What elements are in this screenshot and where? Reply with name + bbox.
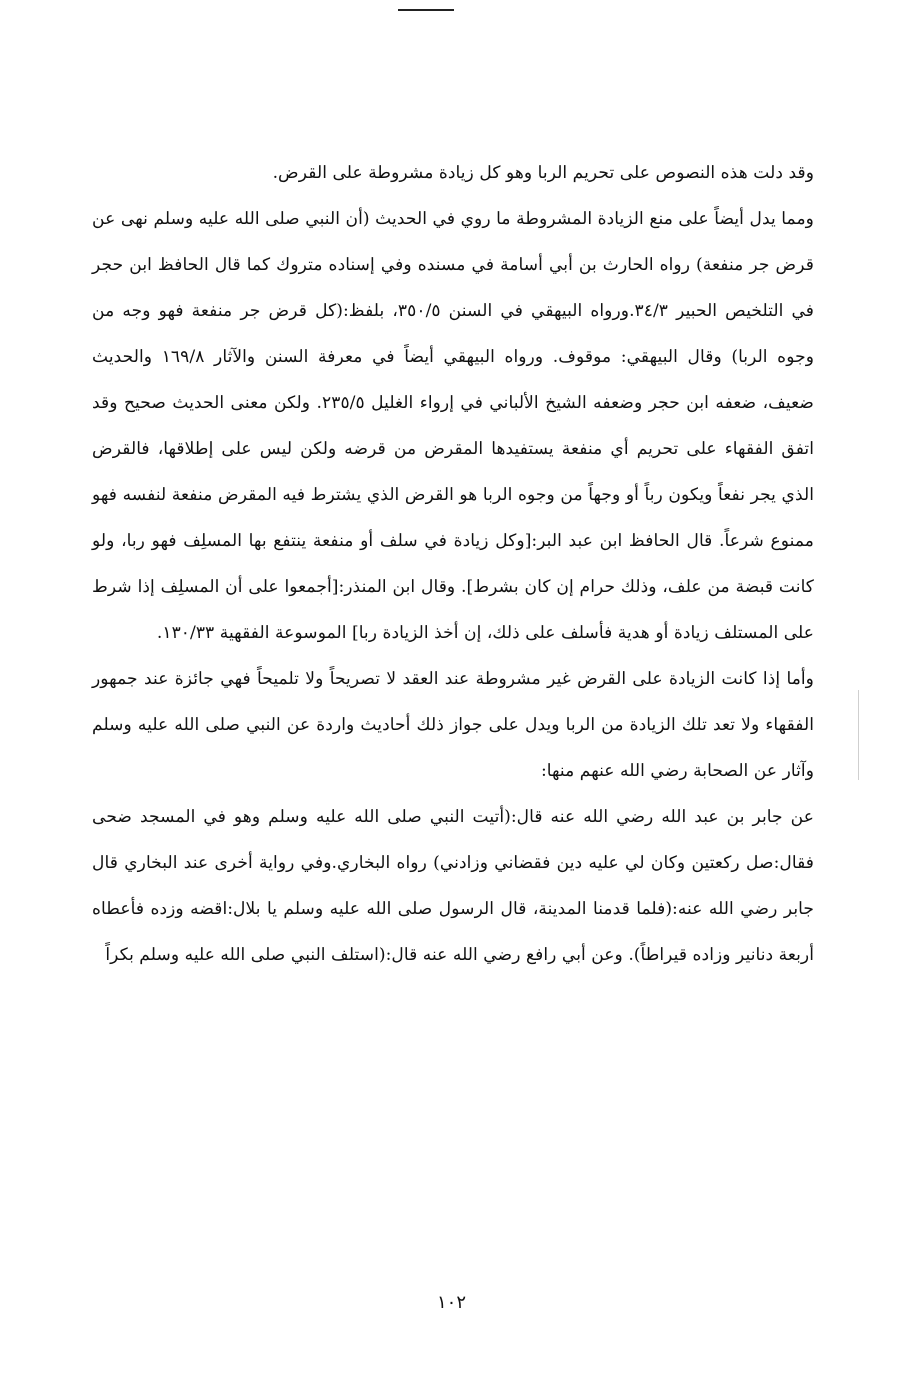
page-number: ١٠٢: [436, 1292, 466, 1313]
top-rule: [398, 9, 454, 11]
paragraph-3: وأما إذا كانت الزيادة على القرض غير مشروطة عند العقد لا تصريحاً ولا تلميحاً فهي جائزة عند جمهور الفقهاء ولا تعد تلك الزيادة من الربا ويدل على جواز ذلك أحاديث واردة عن النبي صلى الله عليه وسلم وآثار عن الصحابة رضي الله عنهم منها:: [92, 669, 814, 781]
paragraph-1: وقد دلت هذه النصوص على تحريم الربا وهو كل زيادة مشروطة على القرض.: [272, 163, 814, 183]
paragraph-4: عن جابر بن عبد الله رضي الله عنه قال:(أتيت النبي صلى الله عليه وسلم وهو في المسجد ضحى فقال:صل ركعتين وكان لي عليه دين فقضاني وزادني) رواه البخاري.وفي رواية أخرى عند البخاري قال جابر رضي الله عنه:(فلما قدمنا المدينة، قال الرسول صلى الله عليه وسلم يا بلال:اقضه وزده فأعطاه أربعة دنانير وزاده قيراطاً). وعن أبي رافع رضي الله عنه قال:(استلف النبي صلى الله عليه وسلم بكراً: [92, 807, 814, 965]
paragraph-2: ومما يدل أيضاً على منع الزيادة المشروطة ما روي في الحديث (أن النبي صلى الله عليه وسلم نهى عن قرض جر منفعة) رواه الحارث بن أبي أسامة في مسنده وفي إسناده متروك كما قال الحافظ ابن حجر في التلخيص الحبير ٣٤/٣.ورواه البيهقي في السنن ٣٥٠/٥، بلفظ:(كل قرض جر منفعة فهو وجه من وجوه الربا) وقال البيهقي: موقوف. ورواه البيهقي أيضاً في معرفة السنن والآثار ١٦٩/٨ والحديث ضعيف، ضعفه ابن حجر وضعفه الشيخ الألباني في إرواء الغليل ٢٣٥/٥. ولكن معنى الحديث صحيح وقد اتفق الفقهاء على تحريم أي منفعة يستفيدها المقرض من قرضه ولكن ليس على إطلاقها، فالقرض الذي يجر نفعاً ويكون رباً أو وجهاً من وجوه الربا هو القرض الذي يشترط فيه المقرض منفعة لنفسه فهو ممنوع شرعاً. قال الحافظ ابن عبد البر:[وكل زيادة في سلف أو منفعة ينتفع بها المسلِف فهو ربا، ولو كانت قبضة من علف، وذلك حرام إن كان بشرط]. وقال ابن المنذر:[أجمعوا على أن المسلِف إذا شرط على المستلف زيادة أو هدية فأسلف على ذلك، إن أخذ الزيادة ربا] الموسوعة الفقهية ١٣٠/٣٣.: [92, 209, 815, 643]
page-body: [92, 150, 814, 978]
scan-edge-mark: [858, 690, 859, 780]
